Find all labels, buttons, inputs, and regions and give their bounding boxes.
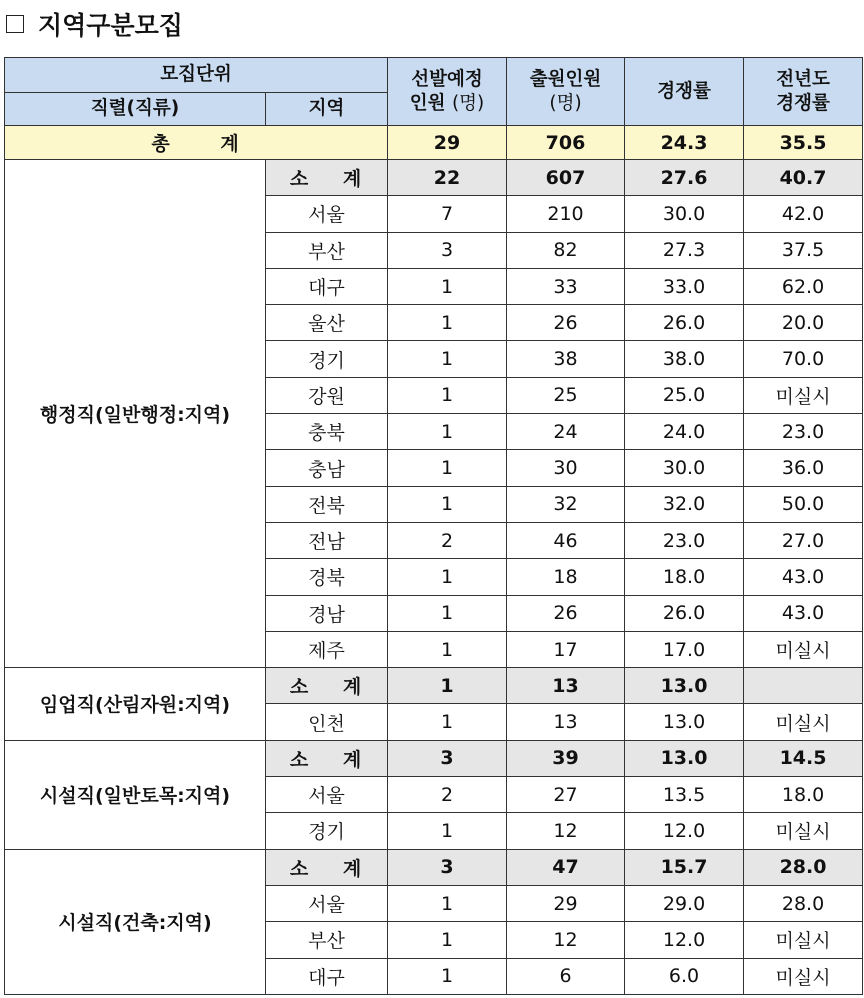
ratio-cell: 12.0 bbox=[625, 813, 744, 849]
ratio-cell: 27.3 bbox=[625, 232, 744, 268]
subtotal-ratio: 13.0 bbox=[625, 740, 744, 776]
region-cell: 부산 bbox=[266, 922, 388, 958]
subtotal-label: 소 계 bbox=[266, 160, 388, 196]
prev-ratio-cell: 62.0 bbox=[744, 268, 863, 304]
applicants-cell: 29 bbox=[507, 885, 625, 921]
group-name: 시설직(일반토목:지역) bbox=[5, 740, 266, 849]
prev-ratio-cell: 미실시 bbox=[744, 958, 863, 994]
planned-cell: 1 bbox=[388, 559, 507, 595]
planned-cell: 2 bbox=[388, 777, 507, 813]
applicants-cell: 26 bbox=[507, 595, 625, 631]
applicants-cell: 17 bbox=[507, 631, 625, 667]
subtotal-row bbox=[5, 668, 863, 704]
region-cell: 부산 bbox=[266, 232, 388, 268]
group-name: 시설직(건축:지역) bbox=[5, 849, 266, 994]
header-planned bbox=[388, 58, 507, 126]
region-cell: 강원 bbox=[266, 377, 388, 413]
header-applicants-line2: (명) bbox=[549, 92, 582, 114]
region-cell: 제주 bbox=[266, 631, 388, 667]
ratio-cell: 32.0 bbox=[625, 486, 744, 522]
prev-ratio-cell: 36.0 bbox=[744, 450, 863, 486]
planned-cell: 1 bbox=[388, 922, 507, 958]
subtotal-ratio: 27.6 bbox=[625, 160, 744, 196]
planned-cell: 1 bbox=[388, 958, 507, 994]
header-applicants-line1: 출원인원 bbox=[529, 68, 602, 90]
planned-cell: 7 bbox=[388, 196, 507, 232]
header-ratio: 경쟁률 bbox=[625, 58, 744, 126]
subtotal-ratio: 15.7 bbox=[625, 849, 744, 885]
header-region: 지역 bbox=[266, 93, 388, 126]
ratio-cell: 17.0 bbox=[625, 631, 744, 667]
applicants-cell: 33 bbox=[507, 268, 625, 304]
prev-ratio-cell: 미실시 bbox=[744, 813, 863, 849]
applicants-cell: 30 bbox=[507, 450, 625, 486]
subtotal-row bbox=[5, 849, 863, 885]
planned-cell: 1 bbox=[388, 595, 507, 631]
prev-ratio-cell: 20.0 bbox=[744, 305, 863, 341]
header-recruit-unit: 모집단위 bbox=[5, 58, 388, 93]
ratio-cell: 13.5 bbox=[625, 777, 744, 813]
header-job: 직렬(직류) bbox=[5, 93, 266, 126]
planned-cell: 1 bbox=[388, 305, 507, 341]
region-cell: 서울 bbox=[266, 196, 388, 232]
applicants-cell: 12 bbox=[507, 922, 625, 958]
subtotal-planned: 1 bbox=[388, 668, 507, 704]
prev-ratio-cell: 50.0 bbox=[744, 486, 863, 522]
planned-cell: 1 bbox=[388, 631, 507, 667]
region-cell: 대구 bbox=[266, 958, 388, 994]
region-cell: 경북 bbox=[266, 559, 388, 595]
subtotal-applicants: 39 bbox=[507, 740, 625, 776]
total-row bbox=[5, 126, 863, 160]
subtotal-planned: 22 bbox=[388, 160, 507, 196]
applicants-cell: 26 bbox=[507, 305, 625, 341]
prev-ratio-cell: 미실시 bbox=[744, 631, 863, 667]
ratio-cell: 38.0 bbox=[625, 341, 744, 377]
planned-cell: 1 bbox=[388, 813, 507, 849]
prev-ratio-cell: 43.0 bbox=[744, 595, 863, 631]
checkbox-square-icon bbox=[6, 15, 24, 33]
subtotal-label: 소 계 bbox=[266, 668, 388, 704]
header-planned-line2-text: 인원 bbox=[409, 92, 446, 114]
region-cell: 대구 bbox=[266, 268, 388, 304]
planned-cell: 1 bbox=[388, 377, 507, 413]
planned-cell: 2 bbox=[388, 522, 507, 558]
planned-cell: 1 bbox=[388, 486, 507, 522]
applicants-cell: 210 bbox=[507, 196, 625, 232]
applicants-cell: 32 bbox=[507, 486, 625, 522]
prev-ratio-cell: 미실시 bbox=[744, 377, 863, 413]
subtotal-planned: 3 bbox=[388, 849, 507, 885]
ratio-cell: 29.0 bbox=[625, 885, 744, 921]
prev-ratio-cell: 43.0 bbox=[744, 559, 863, 595]
region-cell: 경남 bbox=[266, 595, 388, 631]
ratio-cell: 24.0 bbox=[625, 414, 744, 450]
ratio-cell: 33.0 bbox=[625, 268, 744, 304]
applicants-cell: 82 bbox=[507, 232, 625, 268]
subtotal-prev: 40.7 bbox=[744, 160, 863, 196]
page-title-block bbox=[4, 4, 183, 44]
prev-ratio-cell: 미실시 bbox=[744, 922, 863, 958]
prev-ratio-cell: 37.5 bbox=[744, 232, 863, 268]
header-prev-line2: 경쟁률 bbox=[776, 92, 830, 114]
ratio-cell: 12.0 bbox=[625, 922, 744, 958]
region-cell: 충북 bbox=[266, 414, 388, 450]
planned-cell: 1 bbox=[388, 704, 507, 740]
applicants-cell: 13 bbox=[507, 704, 625, 740]
ratio-cell: 25.0 bbox=[625, 377, 744, 413]
planned-cell: 1 bbox=[388, 414, 507, 450]
subtotal-label: 소 계 bbox=[266, 740, 388, 776]
subtotal-prev: 28.0 bbox=[744, 849, 863, 885]
region-cell: 울산 bbox=[266, 305, 388, 341]
planned-cell: 1 bbox=[388, 450, 507, 486]
header-prev-ratio bbox=[744, 58, 863, 126]
ratio-cell: 26.0 bbox=[625, 305, 744, 341]
header-applicants bbox=[507, 58, 625, 126]
region-cell: 인천 bbox=[266, 704, 388, 740]
prev-ratio-cell: 27.0 bbox=[744, 522, 863, 558]
region-cell: 전북 bbox=[266, 486, 388, 522]
recruitment-table bbox=[4, 57, 863, 995]
region-cell: 서울 bbox=[266, 777, 388, 813]
subtotal-applicants: 607 bbox=[507, 160, 625, 196]
prev-ratio-cell: 70.0 bbox=[744, 341, 863, 377]
prev-ratio-cell: 42.0 bbox=[744, 196, 863, 232]
header-planned-line1: 선발예정 bbox=[411, 68, 483, 90]
group-name: 임업직(산림자원:지역) bbox=[5, 668, 266, 741]
planned-cell: 1 bbox=[388, 885, 507, 921]
region-cell: 경기 bbox=[266, 813, 388, 849]
applicants-cell: 6 bbox=[507, 958, 625, 994]
subtotal-label: 소 계 bbox=[266, 849, 388, 885]
region-cell: 충남 bbox=[266, 450, 388, 486]
ratio-cell: 6.0 bbox=[625, 958, 744, 994]
total-applicants: 706 bbox=[507, 126, 625, 160]
applicants-cell: 38 bbox=[507, 341, 625, 377]
applicants-cell: 25 bbox=[507, 377, 625, 413]
planned-cell: 1 bbox=[388, 268, 507, 304]
applicants-cell: 18 bbox=[507, 559, 625, 595]
subtotal-ratio: 13.0 bbox=[625, 668, 744, 704]
header-prev-line1: 전년도 bbox=[776, 68, 830, 90]
header-planned-unit: (명) bbox=[451, 92, 485, 114]
planned-cell: 3 bbox=[388, 232, 507, 268]
prev-ratio-cell: 28.0 bbox=[744, 885, 863, 921]
total-planned: 29 bbox=[388, 126, 507, 160]
subtotal-prev bbox=[744, 668, 863, 704]
subtotal-row bbox=[5, 740, 863, 776]
prev-ratio-cell: 18.0 bbox=[744, 777, 863, 813]
ratio-cell: 23.0 bbox=[625, 522, 744, 558]
subtotal-applicants: 13 bbox=[507, 668, 625, 704]
ratio-cell: 30.0 bbox=[625, 450, 744, 486]
region-cell: 경기 bbox=[266, 341, 388, 377]
region-cell: 전남 bbox=[266, 522, 388, 558]
applicants-cell: 12 bbox=[507, 813, 625, 849]
subtotal-planned: 3 bbox=[388, 740, 507, 776]
group-name: 행정직(일반행정:지역) bbox=[5, 160, 266, 668]
ratio-cell: 13.0 bbox=[625, 704, 744, 740]
header-planned-line2 bbox=[388, 92, 506, 116]
applicants-cell: 27 bbox=[507, 777, 625, 813]
applicants-cell: 24 bbox=[507, 414, 625, 450]
ratio-cell: 18.0 bbox=[625, 559, 744, 595]
ratio-cell: 26.0 bbox=[625, 595, 744, 631]
total-label: 총 계 bbox=[5, 126, 388, 160]
subtotal-applicants: 47 bbox=[507, 849, 625, 885]
page-title: 지역구분모집 bbox=[38, 11, 183, 40]
total-ratio: 24.3 bbox=[625, 126, 744, 160]
subtotal-row bbox=[5, 160, 863, 196]
applicants-cell: 46 bbox=[507, 522, 625, 558]
total-prev: 35.5 bbox=[744, 126, 863, 160]
prev-ratio-cell: 23.0 bbox=[744, 414, 863, 450]
subtotal-prev: 14.5 bbox=[744, 740, 863, 776]
planned-cell: 1 bbox=[388, 341, 507, 377]
prev-ratio-cell: 미실시 bbox=[744, 704, 863, 740]
ratio-cell: 30.0 bbox=[625, 196, 744, 232]
region-cell: 서울 bbox=[266, 885, 388, 921]
